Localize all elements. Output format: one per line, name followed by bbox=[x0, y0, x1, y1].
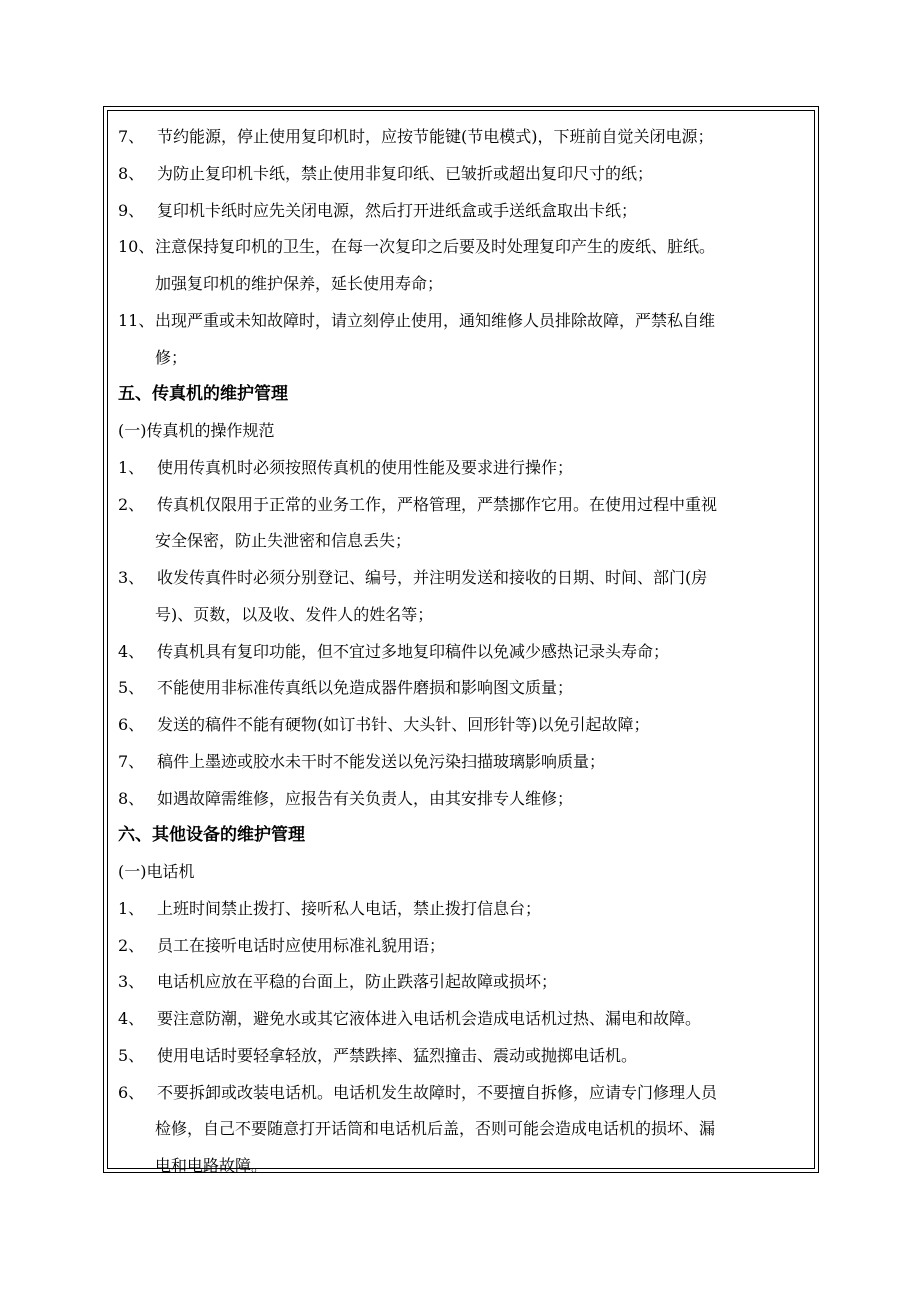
phone-section-item-line bbox=[118, 964, 808, 1001]
copier-item-text: 复印机卡纸时应先关闭电源，然后打开进纸盒或手送纸盒取出卡纸； bbox=[157, 200, 638, 220]
fax-section-item-number: 8、 bbox=[118, 788, 145, 808]
copier-item-line bbox=[118, 119, 808, 156]
fax-section-item-line bbox=[118, 707, 808, 744]
phone-section-item-continuation: 检修，自己不要随意打开话筒和电话机后盖，否则可能会造成电话机的损坏、漏 bbox=[155, 1119, 716, 1139]
fax-section-item-line bbox=[118, 560, 808, 597]
copier-item-number: 10、 bbox=[118, 237, 155, 257]
fax-section-item-line bbox=[118, 523, 808, 560]
fax-section-subheading: (一)传真机的操作规范 bbox=[118, 421, 275, 440]
phone-section-item-text: 使用电话时要轻拿轻放，严禁跌摔、猛烈撞击、震动或抛掷电话机。 bbox=[157, 1045, 638, 1065]
phone-section-heading: 六、其他设备的维护管理 bbox=[118, 825, 305, 846]
fax-section-item-line bbox=[118, 634, 808, 671]
phone-section-item-number: 5、 bbox=[118, 1045, 145, 1065]
fax-section-item-number: 7、 bbox=[118, 751, 145, 771]
fax-section-item-number: 6、 bbox=[118, 715, 145, 734]
fax-section-item-text: 传真机仅限用于正常的业务工作，严格管理，严禁挪作它用。在使用过程中重视 bbox=[157, 494, 718, 514]
fax-section-item-line bbox=[118, 781, 808, 818]
phone-section-item-number: 4、 bbox=[118, 1009, 145, 1028]
fax-section-item-text: 如遇故障需维修，应报告有关负责人，由其安排专人维修； bbox=[157, 788, 574, 808]
fax-section-heading: 五、传真机的维护管理 bbox=[118, 384, 288, 405]
fax-section-item-line bbox=[118, 450, 808, 487]
copier-item-number: 11、 bbox=[118, 310, 155, 330]
phone-section-item-text: 上班时间禁止拨打、接听私人电话，禁止拨打信息台； bbox=[157, 898, 542, 918]
fax-section-item-line bbox=[118, 487, 808, 524]
phone-section-item-text: 电话机应放在平稳的台面上，防止跌落引起故障或损坏； bbox=[157, 972, 558, 992]
phone-section-item-line bbox=[118, 1075, 808, 1112]
fax-section-item-number: 4、 bbox=[118, 641, 145, 661]
fax-section-item-number: 3、 bbox=[118, 568, 145, 587]
document-content bbox=[118, 119, 808, 1185]
fax-section-item-text: 收发传真件时必须分别登记、编号，并注明发送和接收的日期、时间、部门(房 bbox=[157, 568, 708, 587]
phone-section-item-line bbox=[118, 1038, 808, 1075]
fax-section-item-line bbox=[118, 744, 808, 781]
phone-section-item-number: 3、 bbox=[118, 972, 145, 992]
phone-section-item-text: 要注意防潮，避免水或其它液体进入电话机会造成电话机过热、漏电和故障。 bbox=[157, 1009, 702, 1028]
copier-item-text: 为防止复印机卡纸，禁止使用非复印纸、已皱折或超出复印尺寸的纸； bbox=[157, 163, 654, 183]
phone-section-item-line bbox=[118, 1001, 808, 1038]
copier-item-line bbox=[118, 266, 808, 303]
copier-item-line bbox=[118, 340, 808, 377]
fax-section-item-number: 5、 bbox=[118, 678, 145, 698]
phone-section-subheading: (一)电话机 bbox=[118, 862, 195, 881]
copier-item-number: 9、 bbox=[118, 200, 145, 220]
phone-section-item-line bbox=[118, 1111, 808, 1148]
copier-item-line bbox=[118, 193, 808, 230]
copier-item-number: 8、 bbox=[118, 163, 145, 183]
copier-item-line bbox=[118, 156, 808, 193]
phone-section-item-line bbox=[118, 891, 808, 928]
phone-section-item-text: 员工在接听电话时应使用标准礼貌用语； bbox=[157, 935, 446, 955]
phone-section-item-number: 2、 bbox=[118, 935, 145, 955]
fax-section-item-line bbox=[118, 597, 808, 634]
fax-section-item-number: 1、 bbox=[118, 457, 145, 477]
phone-section-item-number: 6、 bbox=[118, 1082, 145, 1102]
copier-item-text: 节约能源，停止使用复印机时，应按节能键(节电模式)，下班前自觉关闭电源； bbox=[157, 127, 714, 146]
copier-item-line bbox=[118, 303, 808, 340]
copier-item-continuation: 加强复印机的维护保养，延长使用寿命； bbox=[155, 274, 444, 293]
fax-section-item-text: 传真机具有复印功能，但不宜过多地复印稿件以免减少感热记录头寿命； bbox=[157, 641, 670, 661]
phone-section-item-continuation: 电和电路故障。 bbox=[155, 1156, 268, 1175]
copier-item-text: 出现严重或未知故障时，请立刻停止使用，通知维修人员排除故障，严禁私自维 bbox=[155, 310, 716, 330]
fax-section-item-line bbox=[118, 670, 808, 707]
copier-item-continuation: 修； bbox=[155, 347, 188, 367]
phone-section-item-line bbox=[118, 928, 808, 965]
copier-item-line bbox=[118, 229, 808, 266]
fax-section-item-number: 2、 bbox=[118, 494, 145, 514]
fax-section-item-text: 使用传真机时必须按照传真机的使用性能及要求进行操作； bbox=[157, 457, 574, 477]
fax-section-item-continuation: 安全保密，防止失泄密和信息丢失； bbox=[155, 531, 412, 551]
copier-item-text: 注意保持复印机的卫生，在每一次复印之后要及时处理复印产生的废纸、脏纸。 bbox=[155, 237, 716, 257]
fax-section-item-text: 发送的稿件不能有硬物(如订书针、大头针、回形针等)以免引起故障； bbox=[157, 715, 650, 734]
fax-section-item-text: 稿件上墨迹或胶水未干时不能发送以免污染扫描玻璃影响质量； bbox=[157, 751, 606, 771]
phone-section-item-text: 不要拆卸或改装电话机。电话机发生故障时，不要擅自拆修，应请专门修理人员 bbox=[157, 1082, 718, 1102]
fax-section-item-continuation: 号)、页数，以及收、发件人的姓名等； bbox=[155, 604, 434, 624]
phone-section-item-line bbox=[118, 1148, 808, 1185]
copier-item-number: 7、 bbox=[118, 127, 145, 146]
fax-section-item-text: 不能使用非标准传真纸以免造成器件磨损和影响图文质量； bbox=[157, 678, 574, 698]
phone-section-item-number: 1、 bbox=[118, 898, 145, 918]
